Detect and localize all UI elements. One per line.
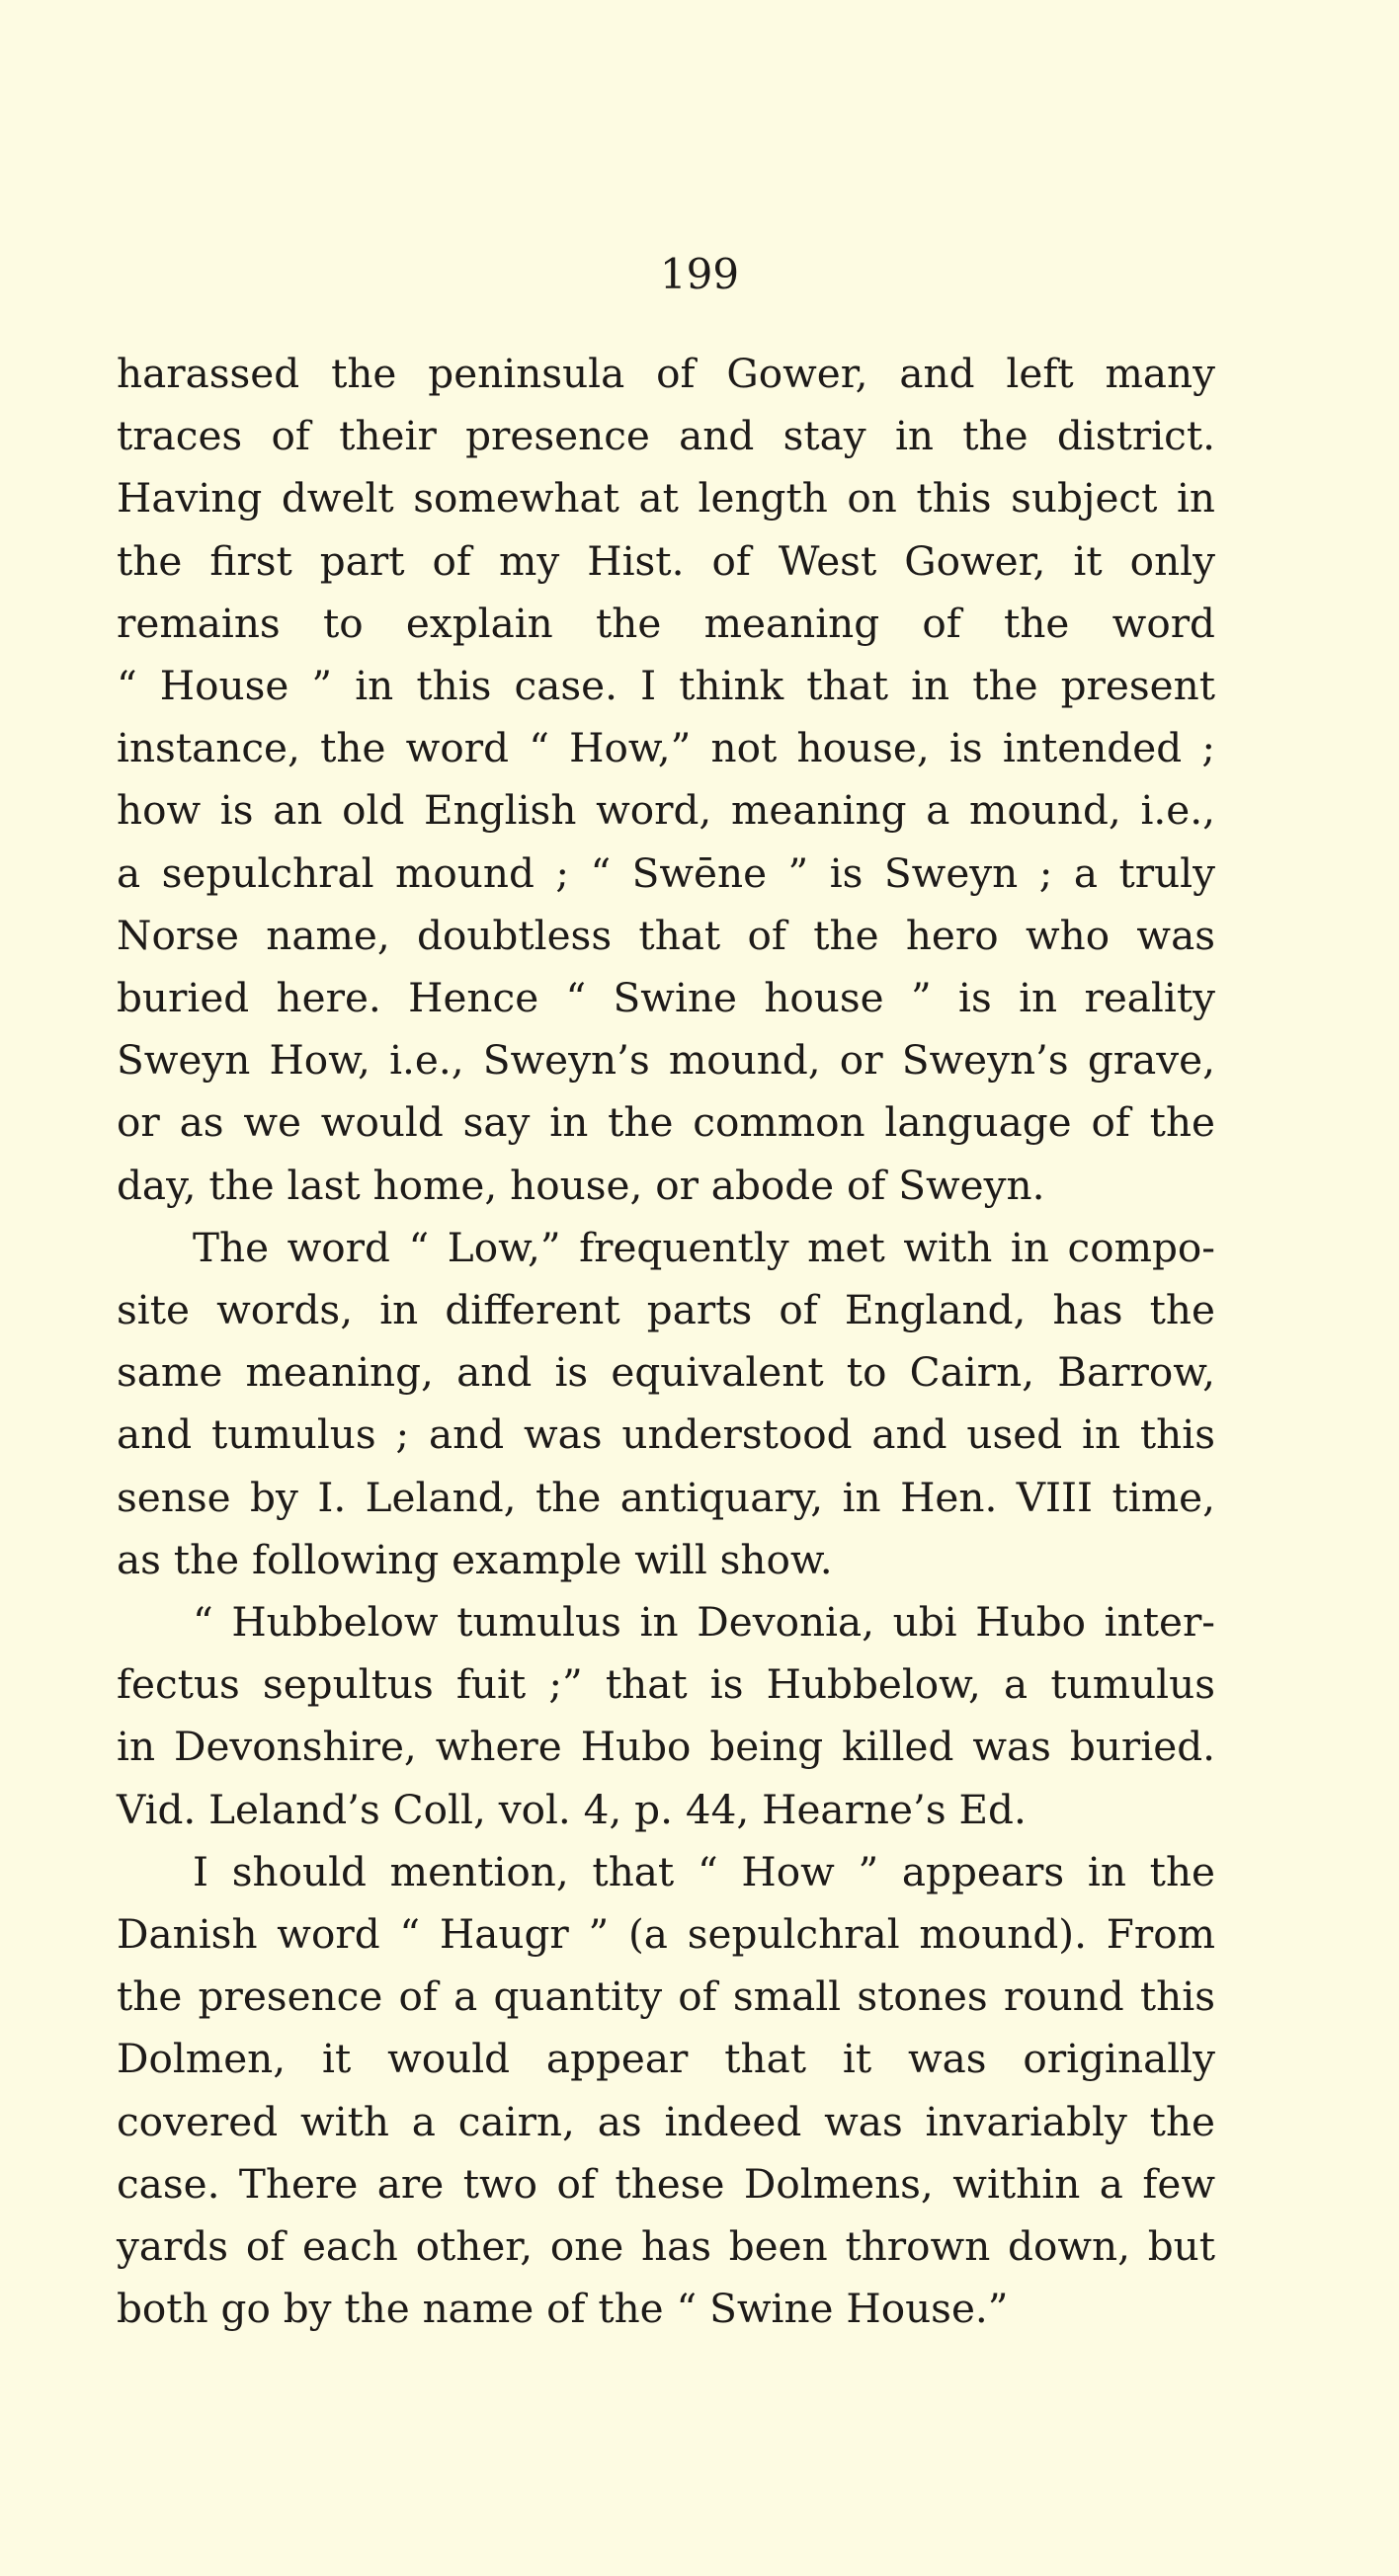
text-line: site words, in different parts of England, has the — [117, 1286, 1215, 1334]
text-line: Vid. Leland’s Coll, vol. 4, p. 44, Hearne’s Ed. — [117, 1785, 1027, 1833]
text-line: The word “ Low,” frequently met with in compo- — [193, 1223, 1215, 1271]
text-line: Having dwelt somewhat at length on this subject in — [117, 474, 1215, 523]
text-line: in Devonshire, where Hubo being killed was buried. — [117, 1723, 1215, 1771]
text-line: Sweyn How, i.e., Sweyn’s mound, or Sweyn’s grave, — [117, 1036, 1215, 1085]
text-line: the first part of my Hist. of West Gower, it only — [117, 536, 1215, 585]
text-line: traces of their presence and stay in the district. — [117, 412, 1215, 460]
text-line: yards of each other, one has been thrown down, but — [117, 2222, 1215, 2271]
text-line: instance, the word “ How,” not house, is intended ; — [117, 724, 1215, 772]
text-line: covered with a cairn, as indeed was invariably the — [117, 2097, 1215, 2145]
text-line: Danish word “ Haugr ” (a sepulchral mound). From — [117, 1910, 1215, 1959]
text-line: “ House ” in this case. I think that in the present — [117, 662, 1215, 710]
text-line: I should mention, that “ How ” appears in the — [193, 1847, 1215, 1895]
text-line: both go by the name of the “ Swine House.” — [117, 2285, 1009, 2333]
text-line: case. There are two of these Dolmens, within a few — [117, 2159, 1215, 2208]
text-line: Norse name, doubtless that of the hero who was — [117, 911, 1215, 959]
text-line: Dolmen, it would appear that it was originally — [117, 2035, 1215, 2083]
body-text — [117, 343, 1215, 2341]
text-line: day, the last home, house, or abode of Sweyn. — [117, 1161, 1045, 1209]
text-line: harassed the peninsula of Gower, and left many — [117, 350, 1215, 397]
text-line: or as we would say in the common language of the — [117, 1098, 1215, 1147]
text-line: sense by I. Leland, the antiquary, in Hen. VIII time, — [117, 1473, 1215, 1521]
text-line: how is an old English word, meaning a mound, i.e., — [117, 786, 1215, 835]
text-line: and tumulus ; and was understood and used in this — [117, 1410, 1215, 1459]
text-line: “ Hubbelow tumulus in Devonia, ubi Hubo inter- — [193, 1598, 1215, 1647]
text-line: fectus sepultus fuit ;” that is Hubbelow, a tumulus — [117, 1660, 1215, 1709]
text-line: a sepulchral mound ; “ Swēne ” is Sweyn ; a truly — [117, 848, 1215, 897]
text-line: buried here. Hence “ Swine house ” is in reality — [117, 974, 1215, 1022]
text-line: as the following example will show. — [117, 1535, 833, 1583]
text-line: the presence of a quantity of small stones round this — [117, 1972, 1215, 2021]
text-line: same meaning, and is equivalent to Cairn, Barrow, — [117, 1348, 1215, 1397]
text-line: remains to explain the meaning of the word — [117, 599, 1215, 647]
page-number: 199 — [659, 250, 740, 298]
